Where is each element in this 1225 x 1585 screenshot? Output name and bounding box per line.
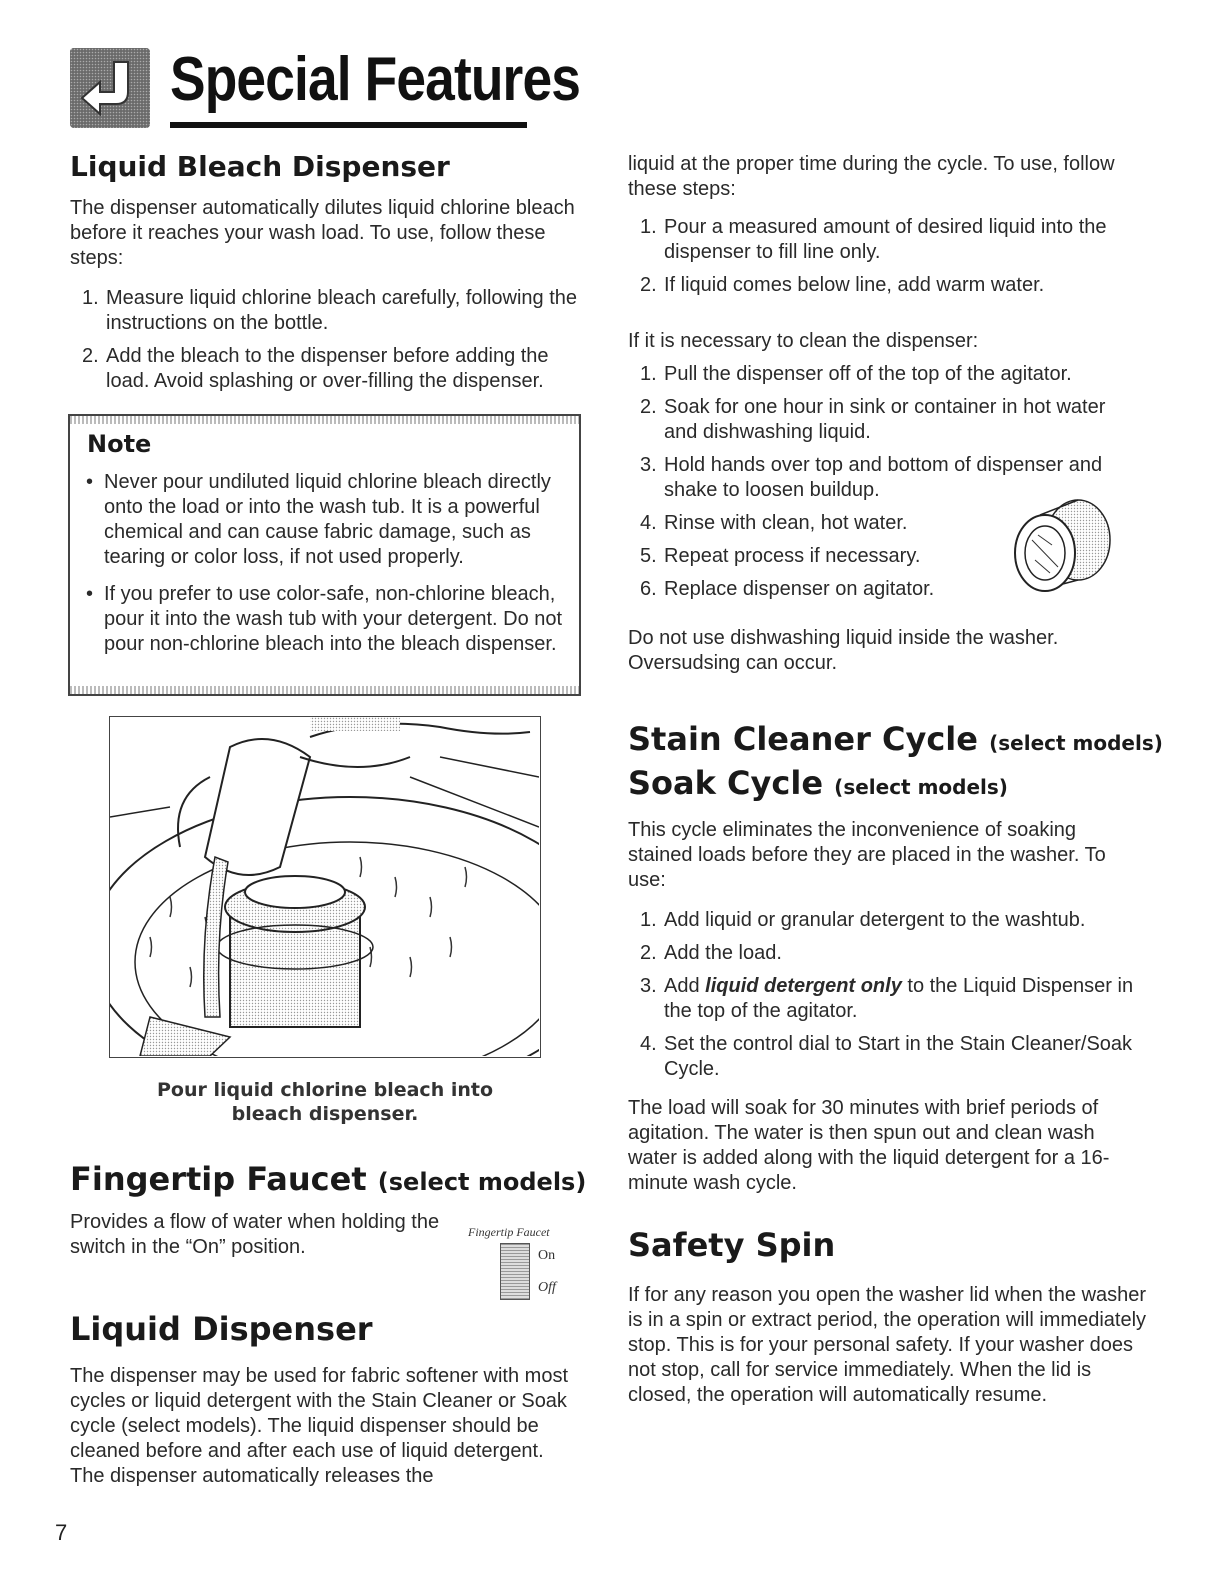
list-item: • Never pour undiluted liquid chlorine bleach directly onto the load or into the wash tub. It is a powerful chemical and can cause fabric damage, such as tearing or color loss, if not used properly. — [86, 471, 551, 568]
list-item: 1. Add liquid or granular detergent to the washtub. — [640, 909, 1086, 931]
faucet-off-label: Off — [538, 1280, 556, 1295]
heading-text: Fingertip Faucet — [70, 1160, 367, 1198]
list-item: 2. Add the load. — [640, 942, 782, 964]
select-models-note: (select models) — [834, 775, 1008, 799]
faucet-switch-icon — [500, 1243, 530, 1300]
dishwashing-warning: Do not use dishwashing liquid inside the washer. Oversudsing can occur. — [628, 627, 1059, 674]
faucet-on-label: On — [538, 1248, 556, 1263]
list-item: 2. If liquid comes below line, add warm water. — [640, 274, 1045, 296]
clean-dispenser-intro: If it is necessary to clean the dispenser: — [628, 330, 979, 352]
emphasis-text: liquid detergent only — [705, 975, 902, 997]
header-logo — [70, 48, 150, 128]
list-item: 1. Pull the dispenser off of the top of the agitator. — [640, 363, 1072, 385]
liquid-dispenser-text-cont: liquid at the proper time during the cycle. To use, follow these steps: — [628, 153, 1115, 200]
stain-cleaner-heading — [628, 720, 1163, 758]
list-item: 6. Replace dispenser on agitator. — [640, 578, 935, 600]
list-item: 1. Pour a measured amount of desired liquid into the dispenser to fill line only. — [640, 216, 1107, 263]
list-item: • If you prefer to use color-safe, non-chlorine bleach, pour it into the wash tub with your detergent. Do not pour non-chlorine bleach into the bleach dispenser. — [86, 583, 563, 655]
note-border-pattern — [70, 686, 579, 694]
page-number: 7 — [55, 1520, 68, 1545]
liquid-dispenser-text: The dispenser may be used for fabric softener with most cycles or liquid detergent with the Stain Cleaner or Soak cycle (select models). The liquid dispenser should be cleaned before and after each use of liquid detergent. The dispenser automatically releases the — [70, 1365, 569, 1487]
liquid-bleach-heading: Liquid Bleach Dispenser — [70, 150, 450, 183]
illustration-caption — [109, 1078, 541, 1126]
caption-line: bleach dispenser. — [231, 1103, 419, 1125]
note-box — [68, 414, 581, 696]
caption-line: Pour liquid chlorine bleach into — [156, 1079, 494, 1101]
select-models-note: (select models) — [377, 1168, 587, 1196]
title-underline — [170, 122, 527, 128]
list-item: 3. Add liquid detergent only to the Liquid Dispenser in the top of the agitator. — [640, 975, 1134, 1022]
page-title: Special Features — [170, 45, 581, 114]
list-item: 2. Add the bleach to the dispenser before adding the load. Avoid splashing or over-filling the dispenser. — [82, 345, 549, 392]
liquid-dispenser-steps — [628, 215, 1128, 306]
safety-spin-text: If for any reason you open the washer lid when the washer is in a spin or extract period, the operation will immediately stop. This is for your personal safety. If your washer does not stop, call for service immediately. When the lid is closed, the operation will automatically resume. — [628, 1284, 1147, 1406]
note-list — [84, 470, 564, 669]
stain-cleaner-steps — [628, 908, 1143, 1090]
liquid-dispenser-heading: Liquid Dispenser — [70, 1310, 373, 1348]
dispenser-cup-illustration — [1010, 495, 1115, 605]
text-line: Provides a flow of water when holding the — [70, 1211, 440, 1233]
list-item: 4. Rinse with clean, hot water. — [640, 512, 908, 534]
fingertip-faucet-heading — [70, 1160, 586, 1198]
select-models-note: (select models) — [989, 731, 1163, 755]
stain-cleaner-intro: This cycle eliminates the inconvenience of soaking stained loads before they are placed in the washer. To use: — [628, 819, 1106, 891]
fingertip-faucet-text — [70, 1210, 470, 1260]
text-line: switch in the “On” position. — [70, 1236, 306, 1258]
list-item: 3. Hold hands over top and bottom of dispenser and shake to loosen buildup. — [640, 454, 1103, 501]
list-item: 4. Set the control dial to Start in the Stain Cleaner/Soak Cycle. — [640, 1033, 1133, 1080]
faucet-graphic-label: Fingertip Faucet — [468, 1225, 550, 1239]
liquid-bleach-intro: The dispenser automatically dilutes liquid chlorine bleach before it reaches your wash load. To use, follow these steps: — [70, 197, 575, 269]
heading-text: Soak Cycle — [628, 764, 824, 802]
soak-cycle-heading — [628, 764, 1008, 802]
note-title: Note — [87, 430, 152, 458]
arrow-logo-icon — [70, 48, 150, 128]
dispenser-cup-icon — [1010, 495, 1115, 605]
stain-cleaner-outro: The load will soak for 30 minutes with brief periods of agitation. The water is then spun out and clean wash water is added along with the liquid detergent for a 16-minute wash cycle. — [628, 1097, 1110, 1194]
list-item: 2. Soak for one hour in sink or container in hot water and dishwashing liquid. — [640, 396, 1106, 443]
list-item: 5. Repeat process if necessary. — [640, 545, 921, 567]
heading-text: Stain Cleaner Cycle — [628, 720, 978, 758]
safety-spin-heading: Safety Spin — [628, 1226, 836, 1264]
liquid-bleach-steps — [70, 286, 585, 402]
list-item: 1. Measure liquid chlorine bleach carefully, following the instructions on the bottle. — [82, 287, 577, 334]
bleach-pour-illustration — [109, 716, 541, 1058]
bleach-pour-drawing — [110, 717, 539, 1056]
note-border-pattern — [70, 416, 579, 424]
